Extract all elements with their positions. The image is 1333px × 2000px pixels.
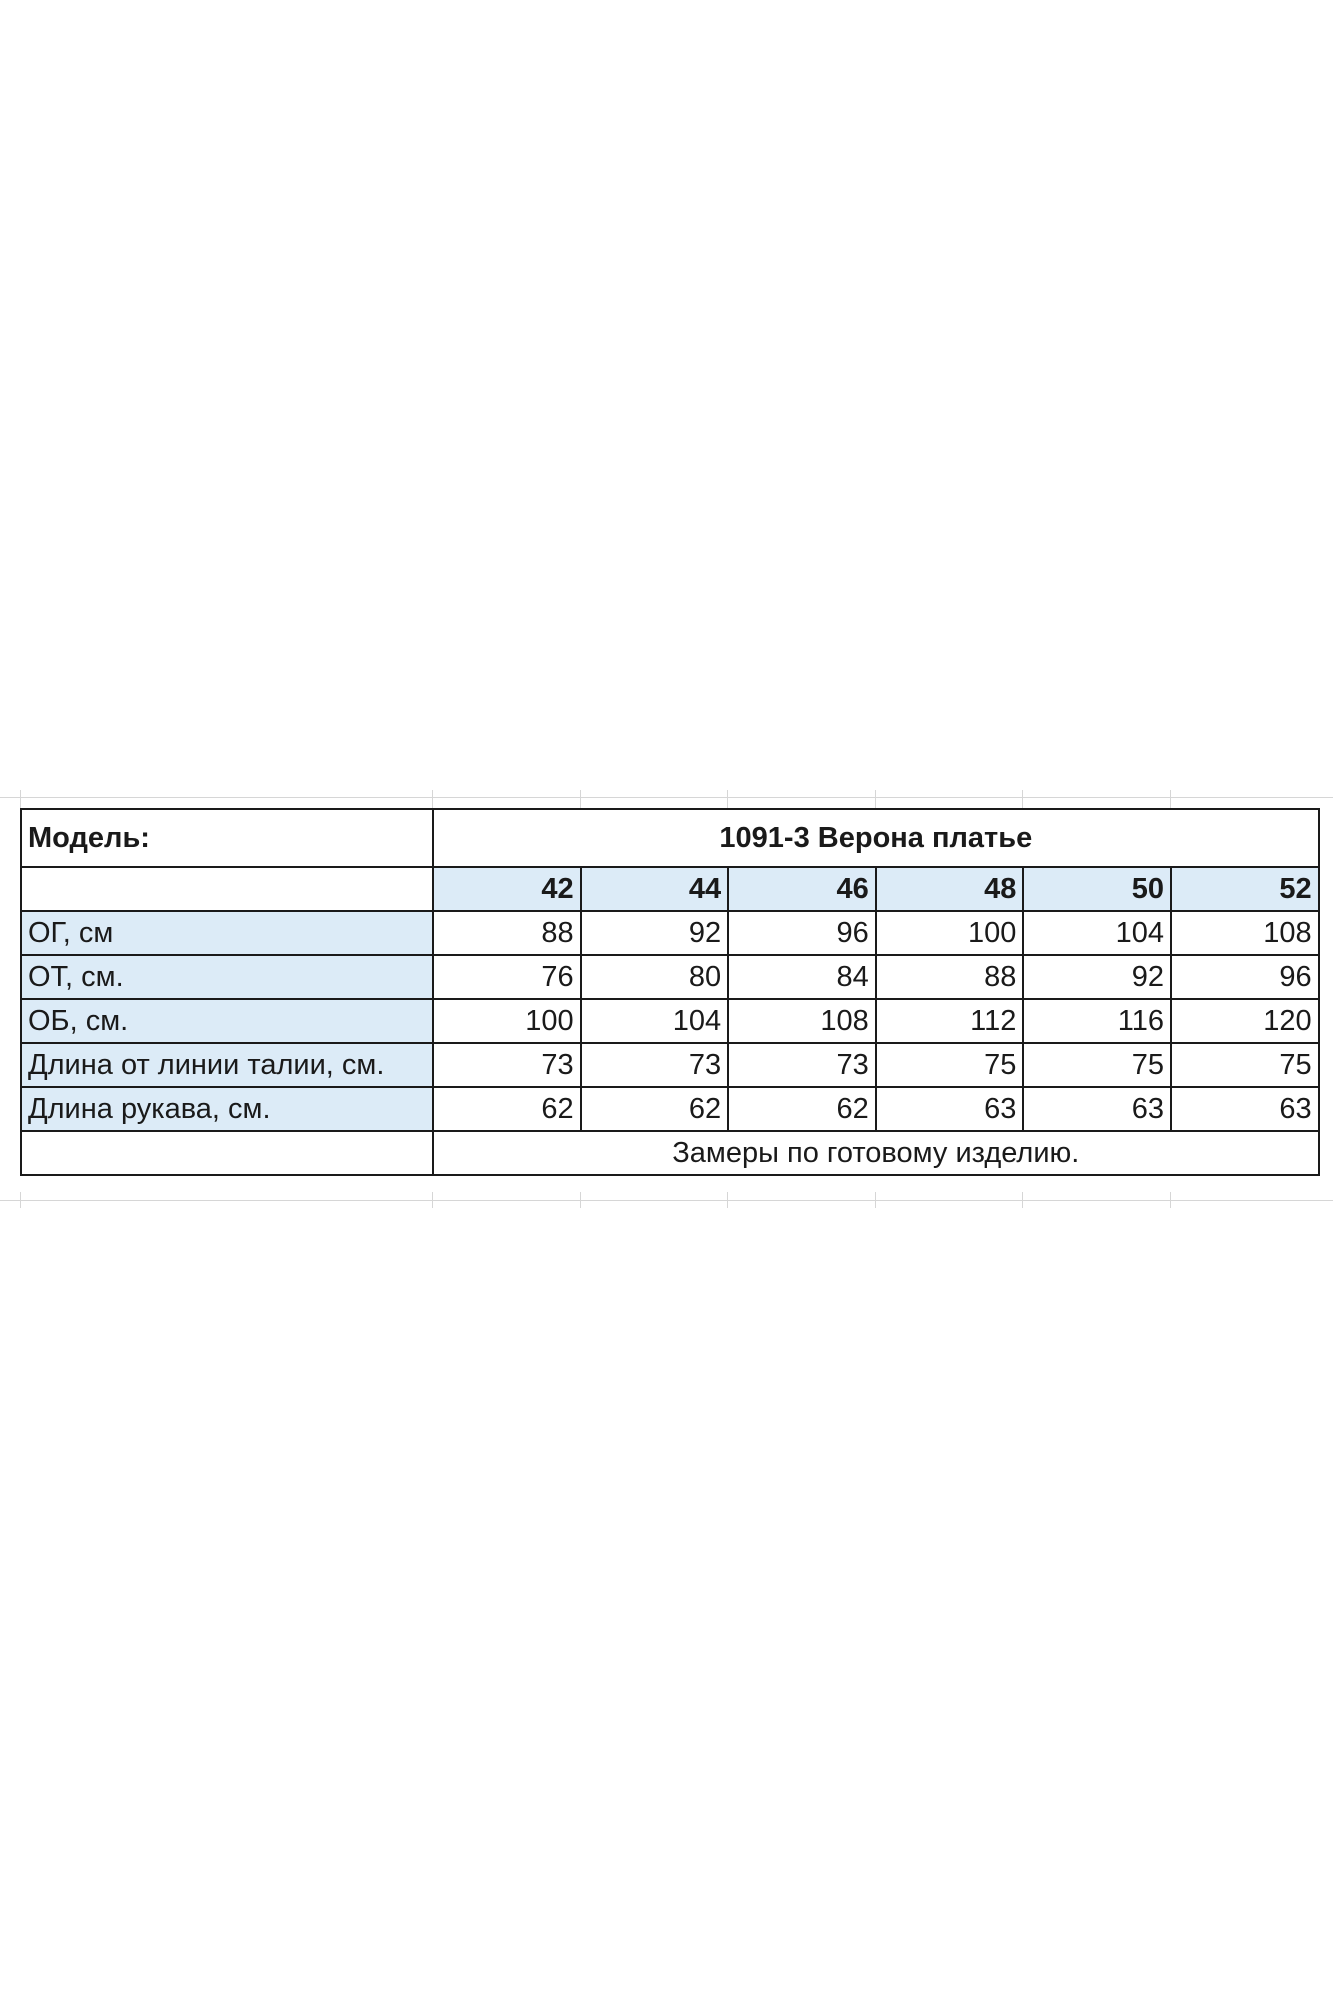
table-cell: 88: [433, 911, 581, 955]
size-header-cell: 50: [1023, 867, 1171, 911]
table-cell: 62: [581, 1087, 729, 1131]
table-cell: 63: [1023, 1087, 1171, 1131]
row-label: ОБ, см.: [21, 999, 433, 1043]
table-cell: 73: [433, 1043, 581, 1087]
size-header-cell: 48: [876, 867, 1024, 911]
grid-line: [1022, 790, 1023, 808]
row-label: ОГ, см: [21, 911, 433, 955]
model-label: Модель:: [21, 809, 433, 867]
table-cell: 76: [433, 955, 581, 999]
table-cell: 96: [1171, 955, 1319, 999]
row-label: Длина рукава, см.: [21, 1087, 433, 1131]
table-cell: 84: [728, 955, 876, 999]
grid-line: [1170, 1192, 1171, 1208]
table-row: [21, 999, 1319, 1043]
table-cell: 104: [581, 999, 729, 1043]
table-cell: 63: [876, 1087, 1024, 1131]
grid-line: [0, 797, 1333, 798]
table-cell: 100: [433, 999, 581, 1043]
size-chart-table: [20, 808, 1320, 1176]
table-cell: 120: [1171, 999, 1319, 1043]
table-cell: 75: [876, 1043, 1024, 1087]
model-name: 1091-3 Верона платье: [433, 809, 1319, 867]
table-cell: 75: [1023, 1043, 1171, 1087]
size-header-cell: 46: [728, 867, 876, 911]
measurement-note: Замеры по готовому изделию.: [433, 1131, 1319, 1175]
grid-line: [727, 1192, 728, 1208]
table-row: [21, 1087, 1319, 1131]
grid-line: [580, 1192, 581, 1208]
table-cell: 92: [581, 911, 729, 955]
table-cell: 75: [1171, 1043, 1319, 1087]
size-header-cell: 44: [581, 867, 729, 911]
table-row: [21, 1043, 1319, 1087]
size-header-cell: 52: [1171, 867, 1319, 911]
grid-line: [875, 1192, 876, 1208]
size-header-cell: 42: [433, 867, 581, 911]
table-cell: 108: [728, 999, 876, 1043]
grid-line: [580, 790, 581, 808]
table-cell: 73: [581, 1043, 729, 1087]
grid-line: [727, 790, 728, 808]
size-header-row: [21, 867, 1319, 911]
row-label: Длина от линии талии, см.: [21, 1043, 433, 1087]
table-cell: 62: [728, 1087, 876, 1131]
table-cell: 116: [1023, 999, 1171, 1043]
table-cell: 63: [1171, 1087, 1319, 1131]
table-cell: 92: [1023, 955, 1171, 999]
table-cell: 96: [728, 911, 876, 955]
grid-line: [432, 1192, 433, 1208]
note-row: [21, 1131, 1319, 1175]
table-row: [21, 911, 1319, 955]
table-title-row: [21, 809, 1319, 867]
table-cell: 112: [876, 999, 1024, 1043]
row-label: ОТ, см.: [21, 955, 433, 999]
table-cell: 88: [876, 955, 1024, 999]
table-cell: 100: [876, 911, 1024, 955]
empty-cell: [21, 867, 433, 911]
table-row: [21, 955, 1319, 999]
grid-line: [432, 790, 433, 808]
grid-line: [0, 1200, 1333, 1201]
grid-line: [20, 1192, 21, 1208]
table-cell: 73: [728, 1043, 876, 1087]
grid-line: [875, 790, 876, 808]
grid-line: [1170, 790, 1171, 808]
empty-cell: [21, 1131, 433, 1175]
table-cell: 108: [1171, 911, 1319, 955]
table-cell: 104: [1023, 911, 1171, 955]
grid-line: [20, 790, 21, 808]
table-cell: 62: [433, 1087, 581, 1131]
table-cell: 80: [581, 955, 729, 999]
grid-line: [1022, 1192, 1023, 1208]
